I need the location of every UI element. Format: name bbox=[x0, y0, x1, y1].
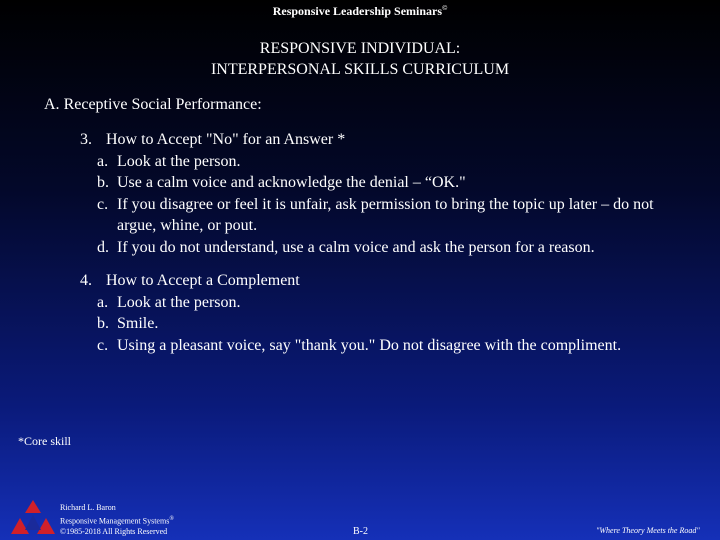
author-name: Richard L. Baron bbox=[60, 503, 116, 512]
step-item bbox=[80, 237, 677, 259]
step-item bbox=[80, 335, 637, 357]
step-text: Using a pleasant voice, say "thank you." Do not disagree with the compliment. bbox=[117, 336, 622, 354]
step-item bbox=[80, 194, 677, 237]
step-letter: a. bbox=[97, 152, 109, 170]
step-letter: d. bbox=[97, 238, 109, 256]
skill-heading bbox=[80, 270, 637, 292]
page-number: B-2 bbox=[353, 526, 368, 537]
step-text: Look at the person. bbox=[117, 152, 241, 170]
section-letter: A. bbox=[44, 96, 60, 113]
section-heading bbox=[44, 96, 262, 114]
step-item bbox=[80, 151, 677, 173]
step-text: Look at the person. bbox=[117, 293, 241, 311]
footer-tagline: "Where Theory Meets the Road" bbox=[596, 526, 700, 535]
logo-left-triangle bbox=[11, 518, 29, 534]
step-letter: b. bbox=[97, 315, 109, 332]
step-letter: b. bbox=[97, 174, 109, 191]
footer-credit bbox=[60, 503, 174, 537]
skill-heading bbox=[80, 129, 677, 151]
step-item bbox=[80, 172, 677, 194]
section-label: Receptive Social Performance: bbox=[63, 96, 262, 113]
title-line-1: RESPONSIVE INDIVIDUAL: bbox=[259, 40, 461, 57]
copyright-mark: © bbox=[442, 4, 448, 12]
skill-item-3 bbox=[80, 129, 677, 258]
registered-mark: ® bbox=[169, 515, 174, 522]
company-logo-icon bbox=[8, 498, 58, 538]
step-letter: c. bbox=[97, 336, 109, 354]
step-text: If you do not understand, use a calm voice and ask the person for a reason. bbox=[117, 238, 595, 256]
logo-right-triangle bbox=[37, 518, 55, 534]
step-text: If you disagree or feel it is unfair, ask permission to bring the topic up later – do not argue, whine, or pout. bbox=[117, 195, 654, 234]
seminar-header bbox=[0, 4, 720, 19]
logo-top-triangle bbox=[25, 500, 41, 513]
company-name: Responsive Management Systems bbox=[60, 516, 170, 526]
step-item bbox=[80, 313, 637, 335]
copyright-line: ©1985-2018 All Rights Reserved bbox=[60, 526, 168, 536]
skill-label: How to Accept a Complement bbox=[106, 272, 300, 289]
skill-number: 3. bbox=[80, 131, 92, 148]
skill-item-4 bbox=[80, 270, 637, 356]
skill-label: How to Accept "No" for an Answer * bbox=[106, 131, 346, 148]
step-letter: a. bbox=[97, 293, 109, 311]
title-line-2: INTERPERSONAL SKILLS CURRICULUM bbox=[210, 61, 510, 78]
seminar-header-text: Responsive Leadership Seminars bbox=[272, 4, 443, 18]
company-line bbox=[60, 514, 174, 527]
slide-title bbox=[0, 38, 720, 80]
step-letter: c. bbox=[97, 195, 109, 213]
step-text: Smile. bbox=[117, 315, 159, 332]
step-text: Use a calm voice and acknowledge the denial – “OK." bbox=[117, 174, 466, 191]
step-item bbox=[80, 292, 637, 314]
skill-number: 4. bbox=[80, 272, 92, 289]
logo-center-triangle bbox=[25, 515, 41, 530]
core-skill-note: *Core skill bbox=[18, 434, 71, 448]
